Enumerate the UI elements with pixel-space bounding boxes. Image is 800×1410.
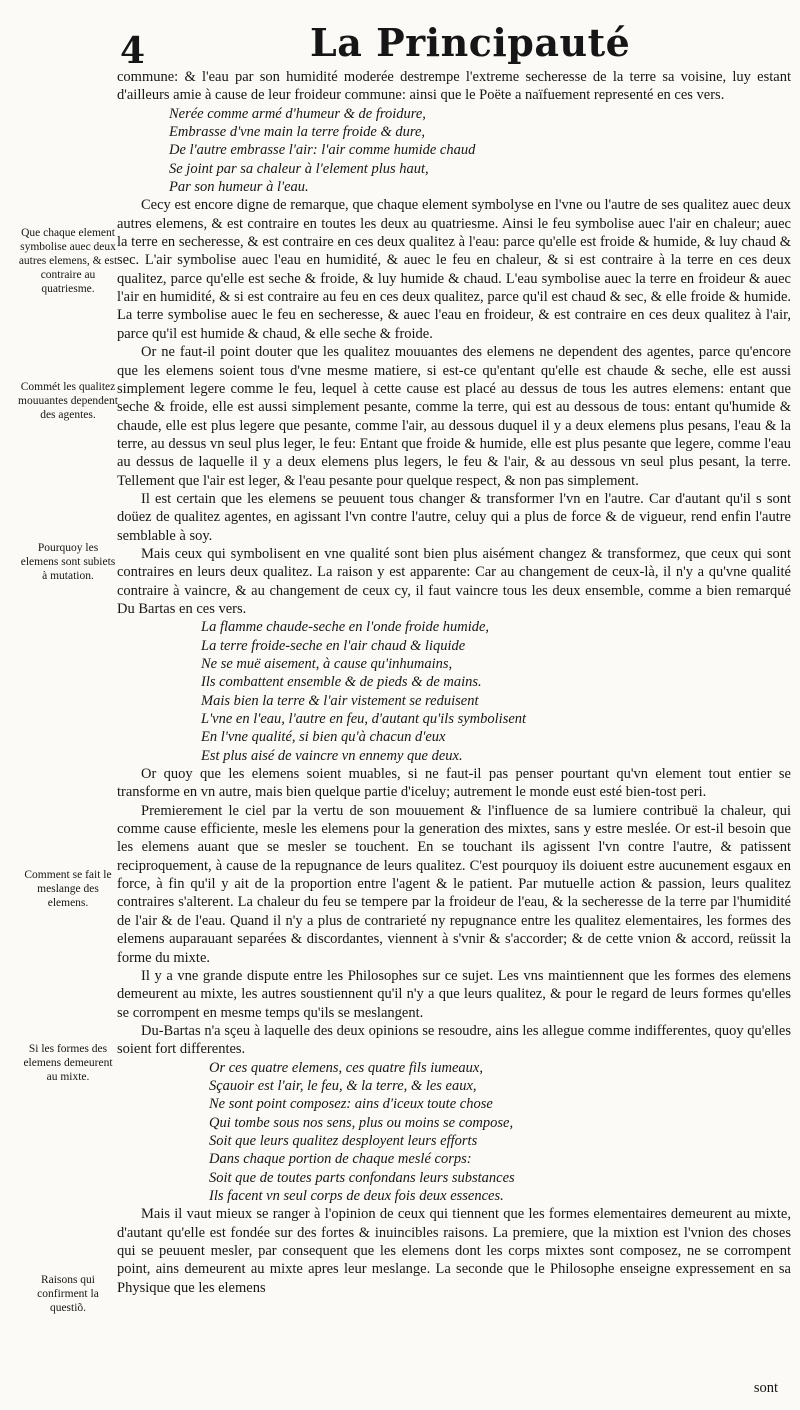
verse-line: La flamme chaude-seche en l'onde froide humide, (201, 619, 490, 636)
running-title: La Principauté (310, 20, 631, 65)
body-text (117, 68, 791, 1297)
page-header (0, 20, 800, 72)
verse-line: L'vne en l'eau, l'autre en feu, d'autant qu'ils symbolisent (201, 711, 527, 728)
verse-line: Ne sont point composez: ains d'iceux toute chose (209, 1096, 493, 1113)
margin-note: Si les formes des elemens demeurent au mixte. (23, 1043, 113, 1083)
verse-block (201, 618, 791, 765)
verse-block (209, 1059, 791, 1206)
verse-line: Nerée comme armé d'humeur & de froidure, (169, 105, 426, 122)
verse-line: En l'vne qualité, si bien qu'à chacun d'eux (201, 729, 446, 746)
verse-line: Dans chaque portion de chaque meslé corps: (209, 1151, 472, 1168)
verse-line: Se joint par sa chaleur à l'element plus haut, (169, 160, 429, 177)
verse-line: Soit que leurs qualitez desployent leurs efforts (209, 1132, 478, 1149)
page-number: 4 (120, 30, 146, 72)
verse-block (169, 105, 791, 197)
margin-note: Raisons qui confirment la questiõ. (37, 1274, 99, 1314)
paragraph: Il est certain que les elemens se peuuent tous changer & transformer l'vn en l'autre. Car d'autant qu'il s sont doüez de qualitez agentes, en agissant l'vn contre l'autre, celuy qui a plus de force & de vigueur, rend enfin l'autre semblable à soy. (117, 490, 791, 544)
paragraph: Il y a vne grande dispute entre les Philosophes sur ce sujet. Les vns maintiennent que les formes des elemens demeurent au mixte, les autres soustiennent qu'il n'y a que leurs qualitez, & pour le regard de leurs formes qu'elles se corrompent en mesme temps qu'ils se meslangent. (117, 967, 791, 1021)
paragraph: Mais ceux qui symbolisent en vne qualité sont bien plus aisément changez & transformez, que ceux qui sont contraires en leurs deux qualitez. La raison y est apparente: Car au changement de ceux-là, il n'y a qu'vne qualité contraire à vaincre, & au changement de ceux cy, il faut vaincre tous les deux ensemble, comme a bien remarqué Du Bartas en ces vers. (117, 545, 791, 617)
verse-line: Est plus aisé de vaincre vn ennemy que deux. (201, 747, 463, 764)
paragraph: Or ne faut-il point douter que les qualitez mouuantes des elemens ne dependent des agentes, parce qu'encore que les elemens soient tous d'vne mesme matiere, si est-ce qu'entant qu'elle est chaude & seche, elle est aussi simplement legere comme le feu, lequel à cette cause est placé au dessus de tous les autres elemens: entant que seche & froide, elle est aussi simplement pesante, comme la terre, qui est au dessous de tous: entant qu'humide & chaude, elle est plus legere que pesante, comme l'air, au dessous duquel il y a deux elemens plus pesans, l'eau & la terre, au dessus vn seul plus leger, le feu: Entant que froide & humide, elle est plus pesante que legere, comme l'eau au dessus de laquelle il y a deux elemens plus legers, le feu & l'air, & au dessous vn seul plus pesant, la terre. Tellement que l'air est leger, & l'eau pesante pour quelque respect, & non pas simplement. (117, 344, 791, 489)
margin-note: Comment se fait le meslange des elemens. (24, 869, 112, 909)
paragraph: Cecy est encore digne de remarque, que chaque element symbolyse en l'vne ou l'autre de ses qualitez auec deux autres elemens, & est contraire en toutes les deux au quatriesme. Ainsi le feu symbolise auec l'air en chaleur; auec la terre en secheresse, & est contraire en ces deux qualitez à l'eau: parce qu'elle est froide & humide, & luy chaud & sec. L'air symbolise auec l'eau en humidité, & auec le feu en chaleur, & si est contraire à la terre en ces deux qualitez, parce qu'elle est seche & froide, & luy humide & chaud. L'eau symbolise auec la terre en froideur & auec l'air en humidité, & si est contraire au feu en ces deux qualitez, parce qu'il est chaud & sec, & elle froide & humide. La terre symbolise auec le feu en secheresse, & auec l'eau en froideur, & est contraire en ces deux qualitez à l'air, parce qu'il est humide & chaud, & elle seche & froide. (117, 197, 791, 342)
verse-line: Soit que de toutes parts confondans leurs substances (209, 1169, 515, 1186)
verse-line: Par son humeur à l'eau. (169, 179, 309, 196)
catchword: sont (753, 1380, 778, 1396)
verse-line: Qui tombe sous nos sens, plus ou moins se compose, (209, 1114, 514, 1131)
verse-line: De l'autre embrasse l'air: l'air comme humide chaud (169, 142, 476, 159)
verse-line: Mais bien la terre & l'air vistement se reduisent (201, 692, 479, 709)
verse-line: Ne se muë aisement, à cause qu'inhumains, (201, 656, 453, 672)
verse-line: Sçauoir est l'air, le feu, & la terre, & les eaux, (209, 1077, 477, 1094)
paragraph: commune: & l'eau par son humidité moderée destrempe l'extreme secheresse de la terre sa voisine, luy estant d'ailleurs amie à cause de leur froideur commune: ainsi que le Poëte a naïfuement representé en ces vers. (117, 69, 791, 104)
margin-note: Pourquoy les elemens sont subiets à mutation. (20, 542, 116, 582)
verse-line: Or ces quatre elemens, ces quatre fils iumeaux, (209, 1059, 483, 1076)
verse-line: La terre froide-seche en l'air chaud & liquide (201, 637, 466, 654)
margin-note: Que chaque element symbolise auec deux autres elemens, & est contraire au quatriesme. (18, 227, 118, 295)
paragraph: Mais il vaut mieux se ranger à l'opinion de ceux qui tiennent que les formes elementaires demeurent au mixte, d'autant qu'elle est fondée sur des fortes & inuincibles raisons. La premiere, que la mixtion est l'vnion des choses qui se peuuent mesler, par consequent que les elemens dont les corps mixtes sont composez, ne se corrompent point, ains demeurent au mixte apres leur meslange. La seconde que le Philosophe enseigne expressement en sa Physique que les elemens (117, 1206, 791, 1296)
paragraph: Or quoy que les elemens soient muables, si ne faut-il pas penser pourtant qu'vn element tout entier se transforme en vn autre, mais bien quelque partie d'iceluy; autrement le monde eust esté bien-tost peri. (117, 766, 791, 801)
verse-line: Ils combattent ensemble & de pieds & de mains. (201, 674, 482, 691)
verse-line: Embrasse d'vne main la terre froide & dure, (169, 124, 426, 141)
margin-note: Commét les qualitez mouuantes dependent des agentes. (18, 381, 118, 421)
paragraph: Du-Bartas n'a sçeu à laquelle des deux opinions se resoudre, ains les allegue comme indifferentes, quoy qu'elles soient fort differentes. (117, 1022, 791, 1058)
paragraph: Premierement le ciel par la vertu de son mouuement & l'influence de sa lumiere contribuë la chaleur, qui comme cause efficiente, mesle les elemens pour la generation des mixtes, sans y estre meslée. Or est-il besoin que les elemens auant que se mesler se touchent. En se touchant ils agissent l'vn contre l'autre, & patissent reciproquement, à cause de la repugnance de leurs qualitez. C'est pourquoy ils doiuent estre aucunement esgaux en force, à fin qu'il y ait de la proportion entre l'agent & le patient. Par mutuelle action & passion, leurs qualitez contraires s'alterent. La chaleur du feu se tempere par la froideur de l'eau, & la secheresse de la terre par l'humidité de l'air & de l'eau. Quand il n'y a plus de contrarieté ny repugnance entre les qualitez elementaires, les formes des elemens auparauant separées & discordantes, viennent à s'vnir & s'accorder; & de cette vnion & accord, reüssit la forme du mixte. (117, 802, 791, 966)
verse-line: Ils facent vn seul corps de deux fois deux essences. (209, 1187, 504, 1204)
